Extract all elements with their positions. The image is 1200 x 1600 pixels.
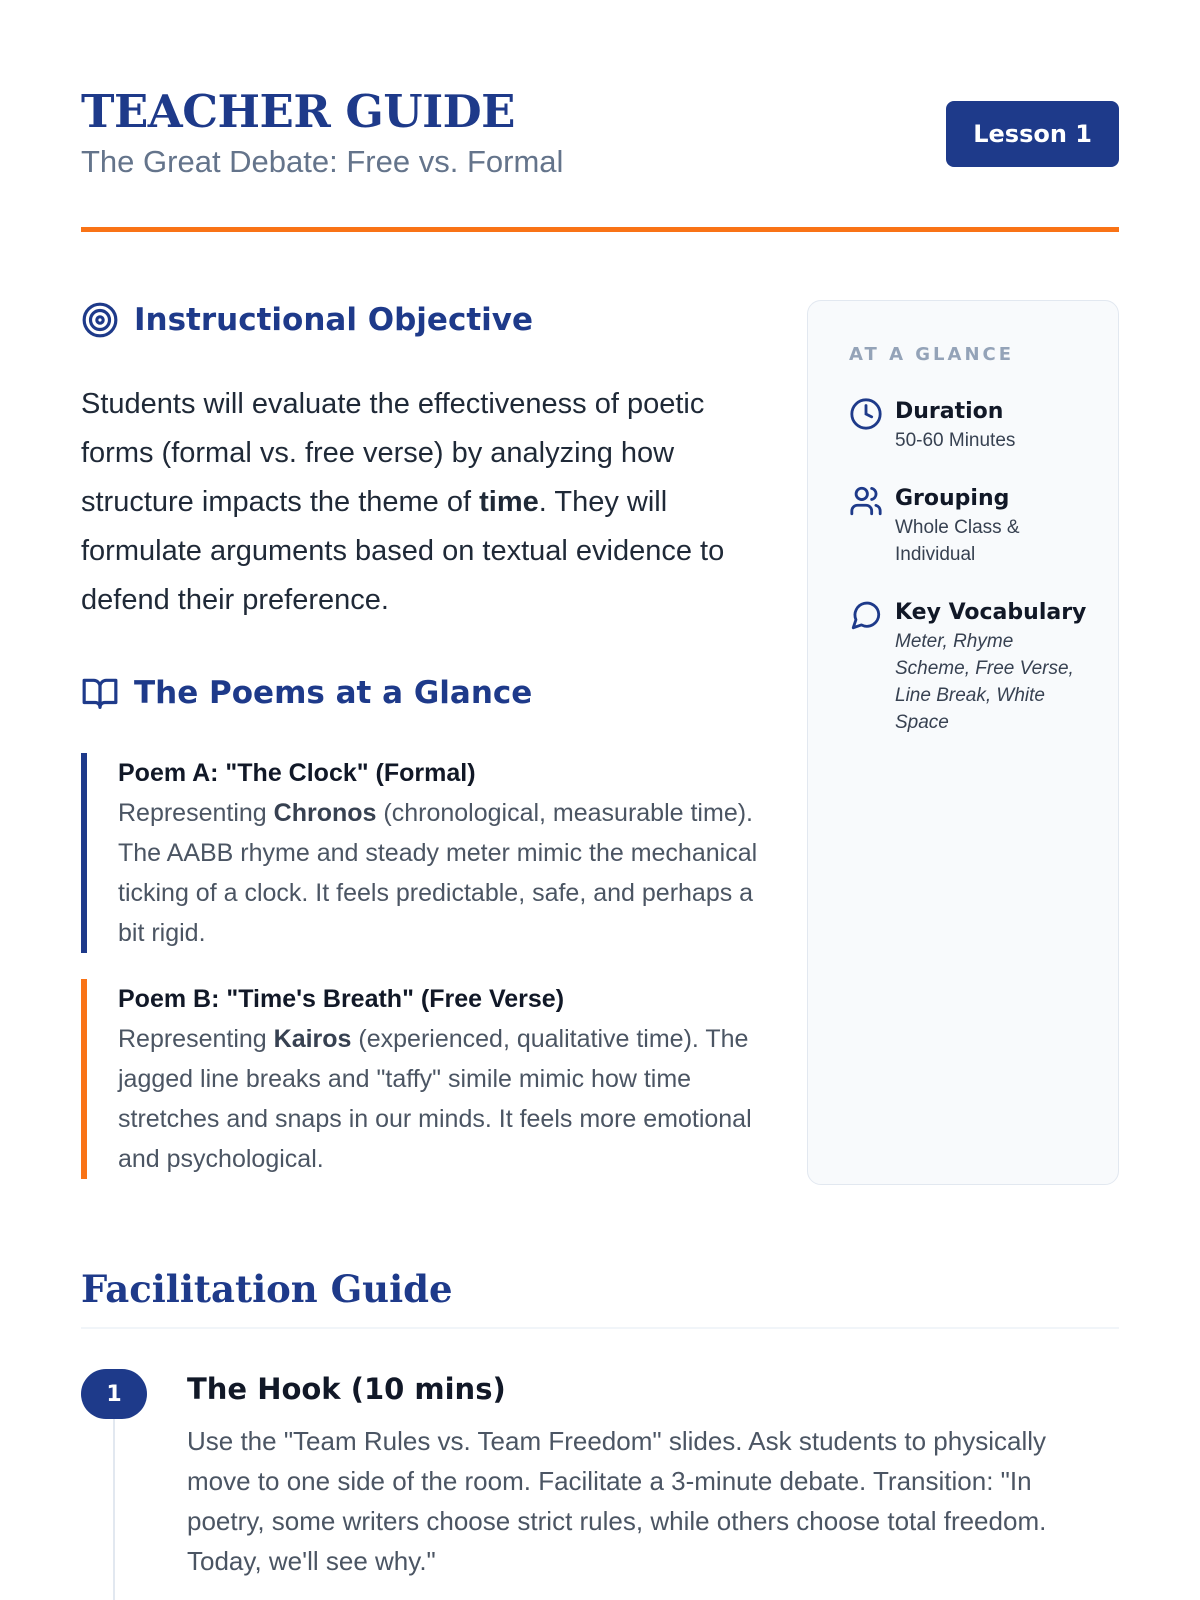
timeline-rail — [113, 1417, 115, 1600]
page-title: TEACHER GUIDE — [81, 85, 515, 138]
poem-term: Chronos — [273, 799, 377, 827]
glance-item-grouping — [849, 484, 1118, 568]
glance-item-vocabulary — [849, 598, 1118, 736]
poem-body-text: (experienced, qualitative time). The jagged line breaks and "taffy" simile mimic how time stretches and snaps in our minds. It feels more emotional and psychological. — [118, 1025, 752, 1173]
glance-item-duration — [849, 397, 1118, 454]
glance-title: AT A GLANCE — [849, 344, 1015, 365]
content-area — [81, 300, 1119, 1185]
objective-heading — [81, 300, 761, 340]
poem-title: Poem A: "The Clock" (Formal) — [118, 759, 476, 787]
poem-prefix: Representing — [118, 1025, 274, 1053]
glance-label: Grouping — [895, 486, 1010, 511]
page-subtitle: The Great Debate: Free vs. Formal — [81, 144, 564, 179]
poem-prefix: Representing — [118, 799, 274, 827]
chat-bubble-icon — [849, 598, 883, 632]
facilitation-title: Facilitation Guide — [81, 1265, 1119, 1329]
glance-value: Whole Class & Individual — [895, 517, 1020, 565]
poem-description — [118, 1019, 761, 1179]
clock-icon — [849, 397, 883, 431]
poem-description — [118, 793, 761, 953]
poem-card-b — [81, 979, 761, 1179]
poem-card-a — [81, 753, 761, 953]
page-header — [81, 0, 1119, 232]
objective-keyword: time — [479, 486, 539, 518]
glance-value: 50-60 Minutes — [895, 430, 1016, 451]
poems-heading-label: The Poems at a Glance — [134, 675, 533, 711]
objective-text-start: Students will evaluate the effectiveness of poetic forms (formal vs. free verse) by analyzing how structure impacts the theme of — [81, 388, 705, 518]
poem-body-text: (chronological, measurable time). The AABB rhyme and steady meter mimic the mechanical ticking of a clock. It feels predictable, safe, and perhaps a bit rigid. — [118, 799, 758, 947]
book-open-icon — [81, 674, 119, 712]
at-a-glance-panel — [807, 300, 1119, 1185]
glance-label: Key Vocabulary — [895, 600, 1087, 625]
step-body: Use the "Team Rules vs. Team Freedom" slides. Ask students to physically move to one side of the room. Facilitate a 3-minute debate. Transition: "In poetry, some writers choose strict rules, while others choose total freedom. Today, we'll see why." — [187, 1426, 1047, 1576]
poem-title: Poem B: "Time's Breath" (Free Verse) — [118, 985, 565, 1013]
users-icon — [849, 484, 883, 518]
glance-value: Meter, Rhyme Scheme, Free Verse, Line Break, White Space — [895, 631, 1074, 733]
main-column — [81, 300, 761, 1185]
facilitation-guide — [81, 1265, 1119, 1581]
step-content — [187, 1369, 1109, 1581]
objective-text — [81, 380, 761, 625]
lesson-badge: Lesson 1 — [946, 101, 1119, 167]
objective-heading-label: Instructional Objective — [134, 302, 534, 338]
target-icon — [81, 301, 119, 339]
objective-text-end: . They will formulate arguments based on textual evidence to defend their preference. — [81, 486, 725, 616]
poem-term: Kairos — [273, 1025, 352, 1053]
step-title: The Hook (10 mins) — [187, 1372, 506, 1406]
facilitation-step — [81, 1369, 1119, 1581]
glance-label: Duration — [895, 399, 1004, 424]
poems-heading — [81, 673, 761, 713]
step-number-badge: 1 — [81, 1369, 147, 1419]
